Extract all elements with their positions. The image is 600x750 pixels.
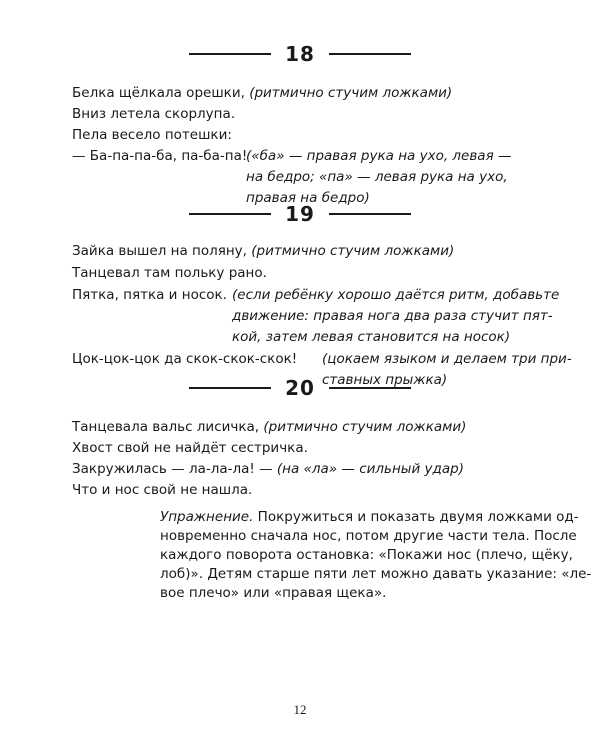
section-heading-20 <box>150 372 450 404</box>
verse-line: Белка щёлкала орешки, (ритмично стучим ложками) <box>72 85 453 101</box>
heading-rule-left <box>189 387 271 389</box>
heading-rule-right <box>329 213 411 215</box>
stage-direction: (если ребёнку хорошо даётся ритм, добавьте <box>232 287 560 303</box>
stage-direction: (цокаем языком и делаем три при- <box>322 351 572 367</box>
exercise-block <box>160 508 592 603</box>
verse-line: Цок-цок-цок да скок-скок-скок! <box>72 351 298 367</box>
verse-line: Зайка вышел на поляну, (ритмично стучим ложками) <box>72 243 455 259</box>
exercise-row: новременно сначала нос, потом другие части тела. После <box>160 528 577 544</box>
verse-line: Хвост свой не найдёт сестричка. <box>72 440 308 456</box>
section-heading-19 <box>150 198 450 230</box>
verse-line: Закружилась — ла-ла-ла! — (на «ла» — сильный удар) <box>72 461 464 477</box>
heading-rule-right <box>329 387 411 389</box>
stage-direction: движение: правая нога два раза стучит пят- <box>232 308 553 324</box>
verse-line: Танцевала вальс лисичка, (ритмично стучим ложками) <box>72 419 467 435</box>
section-number: 20 <box>285 376 315 400</box>
section-number: 19 <box>285 202 315 226</box>
verse-line: Пятка, пятка и носок. <box>72 287 227 303</box>
exercise-row: каждого поворота остановка: «Покажи нос (плечо, щёку, <box>160 547 573 563</box>
stage-direction: кой, затем левая становится на носок) <box>232 329 511 345</box>
stage-direction: («ба» — правая рука на ухо, левая — <box>246 148 512 164</box>
stage-direction: правая на бедро) <box>246 190 370 206</box>
section-heading-18 <box>150 38 450 70</box>
verse-line: Что и нос свой не нашла. <box>72 482 253 498</box>
verse-line: — Ба-па-па-ба, па-ба-па! <box>72 148 248 164</box>
stage-direction: ставных прыжка) <box>322 372 448 388</box>
exercise-label: Упражнение. <box>160 509 254 525</box>
exercise-row: Упражнение. Покружиться и показать двумя ложками од- <box>160 509 579 525</box>
stage-direction: на бедро; «па» — левая рука на ухо, <box>246 169 508 185</box>
page-number: 12 <box>293 702 307 717</box>
heading-rule-left <box>189 213 271 215</box>
section-number: 18 <box>285 42 315 66</box>
exercise-row: лоб)». Детям старше пяти лет можно давать указание: «ле- <box>160 566 592 582</box>
heading-rule-right <box>329 53 411 55</box>
heading-rule-left <box>189 53 271 55</box>
verse-line: Вниз летела скорлупа. <box>72 106 236 122</box>
verse-line: Пела весело потешки: <box>72 127 232 143</box>
verse-line: Танцевал там польку рано. <box>72 265 267 281</box>
exercise-row: вое плечо» или «правая щека». <box>160 585 387 601</box>
